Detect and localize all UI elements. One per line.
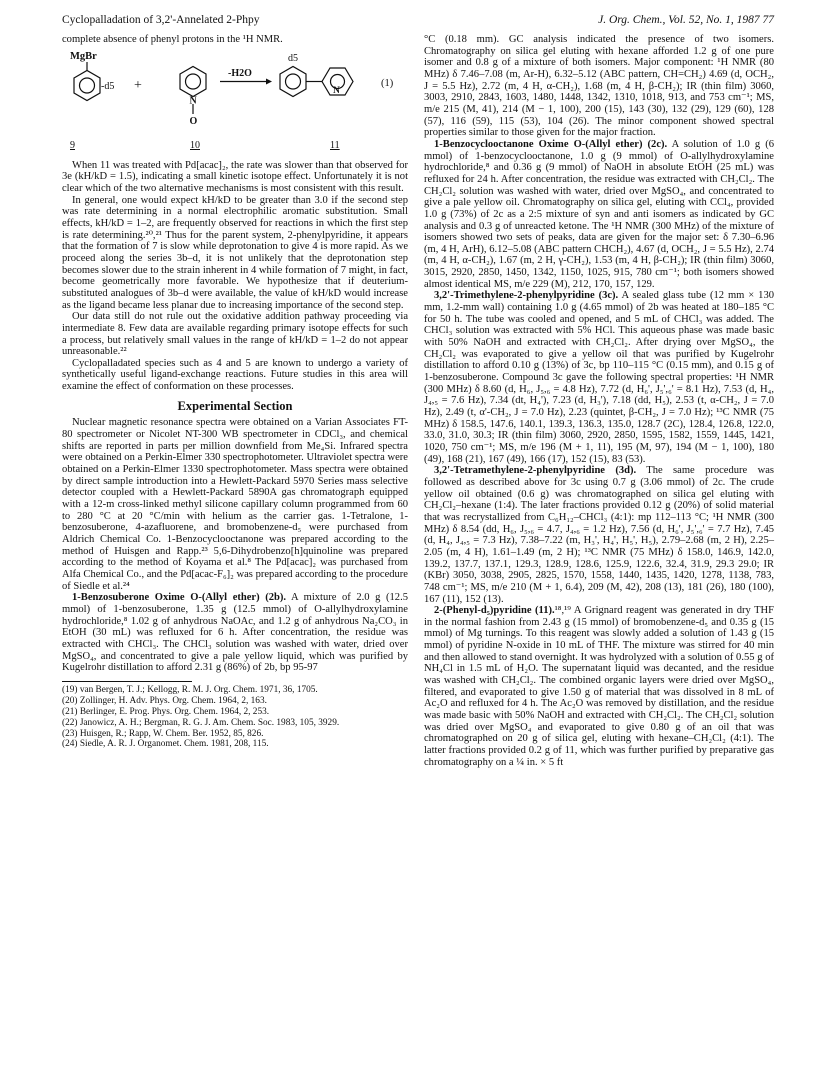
reaction-scheme-drawing <box>62 48 408 156</box>
footnotes <box>62 685 408 750</box>
footnote-23: (23) Huisgen, R.; Rapp, W. Chem. Ber. 1952, 85, 826. <box>62 728 264 739</box>
aromatic-circle-9 <box>80 78 95 93</box>
paragraph-compound-3c <box>424 290 774 465</box>
compound-3c-title: 3,2'-Trimethylene-2-phenylpyridine (3c). <box>434 290 619 302</box>
paragraph-compound-2b <box>62 592 408 674</box>
phenyl-ring-11 <box>280 66 306 96</box>
left-column <box>62 34 408 750</box>
paragraph-compound-11 <box>424 605 774 768</box>
n-label-10: N <box>189 95 197 107</box>
running-header <box>62 12 774 28</box>
aromatic-circle-11a <box>286 74 301 89</box>
compound-3c-text: A sealed glass tube (12 mm × 130 mm, 1.2-mm wall) containing 1.0 g (4.65 mmol) of 2b was heated at 180–185 °C for 50 h. The tube was cooled and opened, and 5 mL of CHCl₃ was added. The CHCl₃ solution was extracted with 5% HCl. This aqueous phase was made basic with 50% NaOH and extracted with CH₂Cl₂. After drying over MgSO₄, the CH₂Cl₂ was evaporated to give a yellow oil that was purified by Kugelrohr distillation to afford 0.10 g (13%) of 3c, bp 110–115 °C (0.15 mm), and 0.15 g of 1-benzosuberone. Compound 3c gave the following spectral properties: ¹H NMR (300 MHz) δ 8.60 (d, H₆, J₅,₆ = 4.8 Hz), 7.72 (d, H₆', J₅',₆' = 8.1 Hz), 7.53 (d, H₄, J₄,₅ = 7.6 Hz), 7.34 (dt, H₄'), 7.23 (d, H₃'), 7.18 (dd, H₅), 2.53 (t, α-CH₂, J = 7.0 Hz), 2.49 (t, α'-CH₂, J = 7.0 Hz), 2.23 (quintet, β-CH₂, J = 7.0 Hz); ¹³C NMR (75 MHz) δ 158.5, 147.6, 140.1, 139.3, 136.3, 135.0, 128.7 (2C), 128.4, 126.8, 122.0, 33.0, 31.0, 30.3; IR (thin film) 3060, 2920, 2850, 1595, 1582, 1559, 1445, 1421, 1020, 750 cm⁻¹; MS, m/e 196 (M + 1, 11), 195 (M, 97), 194 (M − 1, 100), 180 (49), 168 (21), 167 (49), 166 (17), 152 (15), 83 (53). <box>424 290 774 465</box>
compound-2c-text: A solution of 1.0 g (6 mmol) of 1-benzocyclooctanone, 1.0 g (9 mmol) of O-allylhydroxylamine hydrochloride,⁸ and 0.36 g (9 mmol) of NaOH in absolute EtOH (25 mL) was refluxed for 24 h. After concentration, the residue was extracted with CH₂Cl₂. The CH₂Cl₂ solution was washed with water, dried over MgSO₄, and concentrated to give a pale yellow oil. Chromatography on silica gel, eluting with CCl₄, provided 1.0 g (73%) of 2c as a 2:5 mixture of syn and anti isomers as indicated by GC analysis and 0.3 g of unreacted ketone. The ¹H NMR (300 MHz) of the mixture of isomers showed two sets of peaks, data are given for the major set: δ 7.30–6.96 (m, 4 H, ArH), 6.12–5.08 (ABC pattern CHCH₂), 4.67 (d, OCH₂, J = 5.5 Hz), 2.74 (m, 4 H, α-CH₂), 1.67 (m, 2 H, γ-CH₂), 1.53 (m, 4 H, β-CH₂); IR (thin film) 3060, 3015, 2920, 2850, 1450, 1342, 1150, 1025, 915, 780 cm⁻¹; both isomers showed almost identical MS, m/e 229 (M), 212, 170, 157, 129. <box>424 138 775 290</box>
d5-label-11: d5 <box>288 52 298 64</box>
compound-2b-title: 1-Benzosuberone Oxime O-(Allyl ether) (2b). <box>72 592 287 604</box>
aromatic-circle-10 <box>186 74 201 89</box>
running-title: Cyclopalladation of 3,2'-Annelated 2-Phpy <box>62 14 260 26</box>
reaction-scheme <box>62 48 408 156</box>
paragraph-instrumentation: Nuclear magnetic resonance spectra were obtained on a Varian Associates FT-80 spectrometer or Nicolet NT-300 WB spectrometer in CDCl₃, and chemical shifts are reported in parts per million downfield from Me₄Si. Infrared spectra were obtained on a Perkin-Elmer 330 spectrophotometer. Ultraviolet spectra were obtained on a Perkin-Elmer 1330 spectrophotometer. Mass spectra were obtained by direct sample introduction into a Hewlett-Packard 5970 Series mass selective detector coupled with a Hewlett-Packard 5890A gas chromatograph equipped with a 12-m cross-linked methyl silicone capillary column programmed from 60 to 280 °C at 20 °C/min with helium as the carrier gas. 1-Tetralone, 1-benzosuberone, 4-azafluorene, and bromobenzene-d₅ were purchased from Aldrich Chemical Co. 1-Benzocyclooctanone was prepared according to the method of Huisgen and Rapp.²³ 5,6-Dihydrobenzo[h]quinoline was prepared according to the method of Koyama et al.⁸ The Pd[acac]₂ was purchased from Alfa Chemical Co., and the Pd[acac-F₆]₂ was prepared according to the procedure of Siedle et al.²⁴ <box>62 417 408 592</box>
compound-11-refs: ¹⁸,¹⁹ <box>554 605 571 617</box>
paragraph-future-studies: Cyclopalladated species such as 4 and 5 are known to undergo a variety of synthetically useful ligand-exchange reactions. Future studies in this area will examine the effect of conformation on these processes. <box>62 357 408 393</box>
compound-3d-text: The same procedure was followed as described above for 3c using 0.7 g (3.06 mmol) of 2c. The crude yellow oil obtained (0.6 g) was chromatographed on silica gel eluting with CH₂Cl₂–hexane (1:4). The later fractions provided 0.12 g (20%) of solid material that was recrystallized from C₆H₁₂–CHCl₃ (4:1): mp 112–113 °C; ¹H NMR (300 MHz) δ 8.54 (dd, H₆, J₅,₆ = 4.7, J₄,₆ = 1.2 Hz), 7.56 (d, H₆', J₅',₆' = 7.7 Hz), 7.45 (d, H₄, J₄,₅ = 7.3 Hz), 7.38–7.22 (m, H₃', H₄', H₅', H₅), 2.79–2.68 (m, 2 H), 2.25–2.05 (m, 4 H), 1.61–1.49 (m, 2 H); ¹³C NMR (75 MHz) δ 158.0, 146.9, 142.0, 139.2, 137.7, 137.1, 129.3, 128.9, 128.6, 125.9, 122.6, 32.4, 31.9, 29.3 29.0; IR (KBr) 3050, 3038, 2905, 2825, 1570, 1558, 1440, 1435, 1420, 1278, 1138, 783, 748 cm⁻¹; MS, m/e 210 (M + 1, 6.4), 209 (M, 42), 208 (13), 181 (26), 180 (100), 167 (11), 152 (13). <box>424 465 774 605</box>
paragraph-isotope-effect: When 11 was treated with Pd[acac]₂, the rate was slower than that observed for 3e (kH/kD = 1.5), indicating a small kinetic isotope effect. Unfortunately it is not clear which of the two alternative mechanisms is most consistent with this result. <box>62 159 408 194</box>
compound-2b-text: A mixture of 2.0 g (12.5 mmol) of 1-benzosuberone, 1.35 g (12.5 mmol) of O-allylhydroxylamine hydrochloride,⁸ 1.02 g of anhydrous NaOAc, and 1.2 g of anhydrous Na₂CO₃ in EtOH (30 mL) was refluxed for 6 h. After concentration, the residue was extracted with CHCl₃. The CHCl₃ solution was washed with water, dried over MgSO₄, and concentrated to give a pale yellow liquid, which was purified by Kugelrohr distillation to afford 2.31 g (86%) of 2b, bp 95-97 <box>62 592 408 674</box>
intro-line: complete absence of phenyl protons in the ¹H NMR. <box>62 34 283 45</box>
compound-11-text: A Grignard reagent was generated in dry THF in the normal fashion from 2.43 g (15 mmol) of bromobenzene-d₅ and 0.35 g (15 mmol) of Mg turnings. To this reagent was slowly added a solution of 1.43 g (15 mmol) of pyridine N-oxide in 10 mL of THF. The mixture was stirred for 40 min and then allowed to stand overnight. It was hydrolyzed with a solution of 0.55 g of NH₄Cl in 1.5 mL of H₂O. The supernatant liquid was decanted, and the residue was washed with CH₂Cl₂. The combined organic layers were dried over MgSO₄, filtered, and evaporated to give 1.50 g of material that was dissolved in 8 mL of Ac₂O and refluxed for 4 h. The Ac₂O was removed by distillation, and the residue was made basic with 50% NaOH and extracted with CH₂Cl₂. The CH₂Cl₂ solution was dried over MgSO₄ and evaporated to give 0.80 g of an oil that was chromatographed on 20 g of silica gel, eluting with hexane–CH₂Cl₂ (4:1). The latter fractions provided 0.2 g of 11, which was further purified by preparative gas chromatography on a ¼ in. × 5 ft <box>424 605 774 768</box>
section-title: Experimental Section <box>177 398 293 413</box>
paragraph-oxidative-addition: Our data still do not rule out the oxidative addition pathway proceeding via intermediate 8. Few data are available regarding primary isotope effects for such a process, but relatively small values in the range of kH/kD = 1–2 do not appear unreasonable.²² <box>62 311 408 358</box>
footnote-22: (22) Janowicz, A. H.; Bergman, R. G. J. Am. Chem. Soc. 1983, 105, 3929. <box>62 717 340 728</box>
pyridine-oxide-ring-10 <box>180 66 206 96</box>
right-column <box>424 34 774 768</box>
footnote-19: (19) van Bergen, T. J.; Kellogg, R. M. J. Org. Chem. 1971, 36, 1705. <box>62 684 318 695</box>
d5-label-9: -d5 <box>101 80 115 92</box>
paragraph-compound-2c <box>424 139 774 291</box>
footnote-rule <box>62 681 192 682</box>
paragraph-rate-determining: In general, one would expect kH/kD to be greater than 3.0 if the second step was rate determining in a normal electrophilic aromatic substitution. Small effects, kH/kD = 1–2, are frequently observed for reactions in which the first step is rate determining.²⁰,²¹ Thus for the parent system, 2-phenylpyridine, it appears that the formation of 7 is slow while deprotonation to give 4 is more rapid. As we proceed along the series 3b–d, it is not unlikely that the deprotonation step becomes slower due to the strain inherent in 4 while formation of 7 might, in fact, become geometrically more favorable. We hypothesize that if deuterium-substituted analogues of 3b–d were available, the value of kH/kD would increase as the ligand became less planar due to increasing importance of the second step. <box>62 194 408 311</box>
equation-number: (1) <box>381 77 394 89</box>
plus-sign: + <box>134 77 142 93</box>
arrow-condition: -H2O <box>228 67 252 79</box>
compound-2c-title: 1-Benzocyclooctanone Oxime O-(Allyl ether) (2c). <box>434 138 668 150</box>
footnote-24: (24) Siedle, A. R. J. Organomet. Chem. 1981, 208, 115. <box>62 739 269 750</box>
benzene-ring-9 <box>74 70 100 100</box>
n-label-11: N <box>333 85 340 96</box>
compound-11-label: 11 <box>330 139 340 151</box>
journal-citation: J. Org. Chem., Vol. 52, No. 1, 1987 77 <box>598 14 774 26</box>
paragraph-compound-3d <box>424 465 774 605</box>
arrow-head <box>266 78 272 84</box>
o-label-10: O <box>189 115 198 127</box>
compound-3d-title: 3,2'-Tetramethylene-2-phenylpyridine (3d). <box>434 465 637 477</box>
compound-9-label: 9 <box>70 139 75 151</box>
footnote-20: (20) Zollinger, H. Adv. Phys. Org. Chem. 1964, 2, 163. <box>62 695 267 706</box>
paragraph-2b-continued: °C (0.18 mm). GC analysis indicated the presence of two isomers. Chromatography on silica gel eluting with hexane afforded 1.2 g of one pure isomer and 0.8 g of a mixture of both isomers. Major component: ¹H NMR (80 MHz) δ 7.46–7.08 (m, Ar-H), 6.32–5.12 (ABC pattern, CH=CH₂) 4.69 (d, OCH₂, J = 5.5 Hz), 2.72 (m, 4 H, α-CH₂), 1.68 (m, 4 H, β-CH₂); IR (thin film) 3060, 3003, 2910, 2843, 1603, 1480, 1448, 1342, 1310, 1018, 913, and 753 cm⁻¹; MS, m/e 215 (M, 41), 214 (M − 1, 100), 200 (15), 143 (30), 132 (29), 129 (60), 128 (57), 116 (59), 115 (53), 104 (26). The minor component showed spectral properties similar to those given for the major fraction. <box>424 34 774 139</box>
footnote-21: (21) Berlinger, E. Prog. Phys. Org. Chem. 1964, 2, 253. <box>62 706 270 717</box>
compound-11-title: 2-(Phenyl-d₅)pyridine (11). <box>434 605 555 617</box>
compound-10-label: 10 <box>190 139 200 151</box>
mgbr-label: MgBr <box>70 50 97 62</box>
